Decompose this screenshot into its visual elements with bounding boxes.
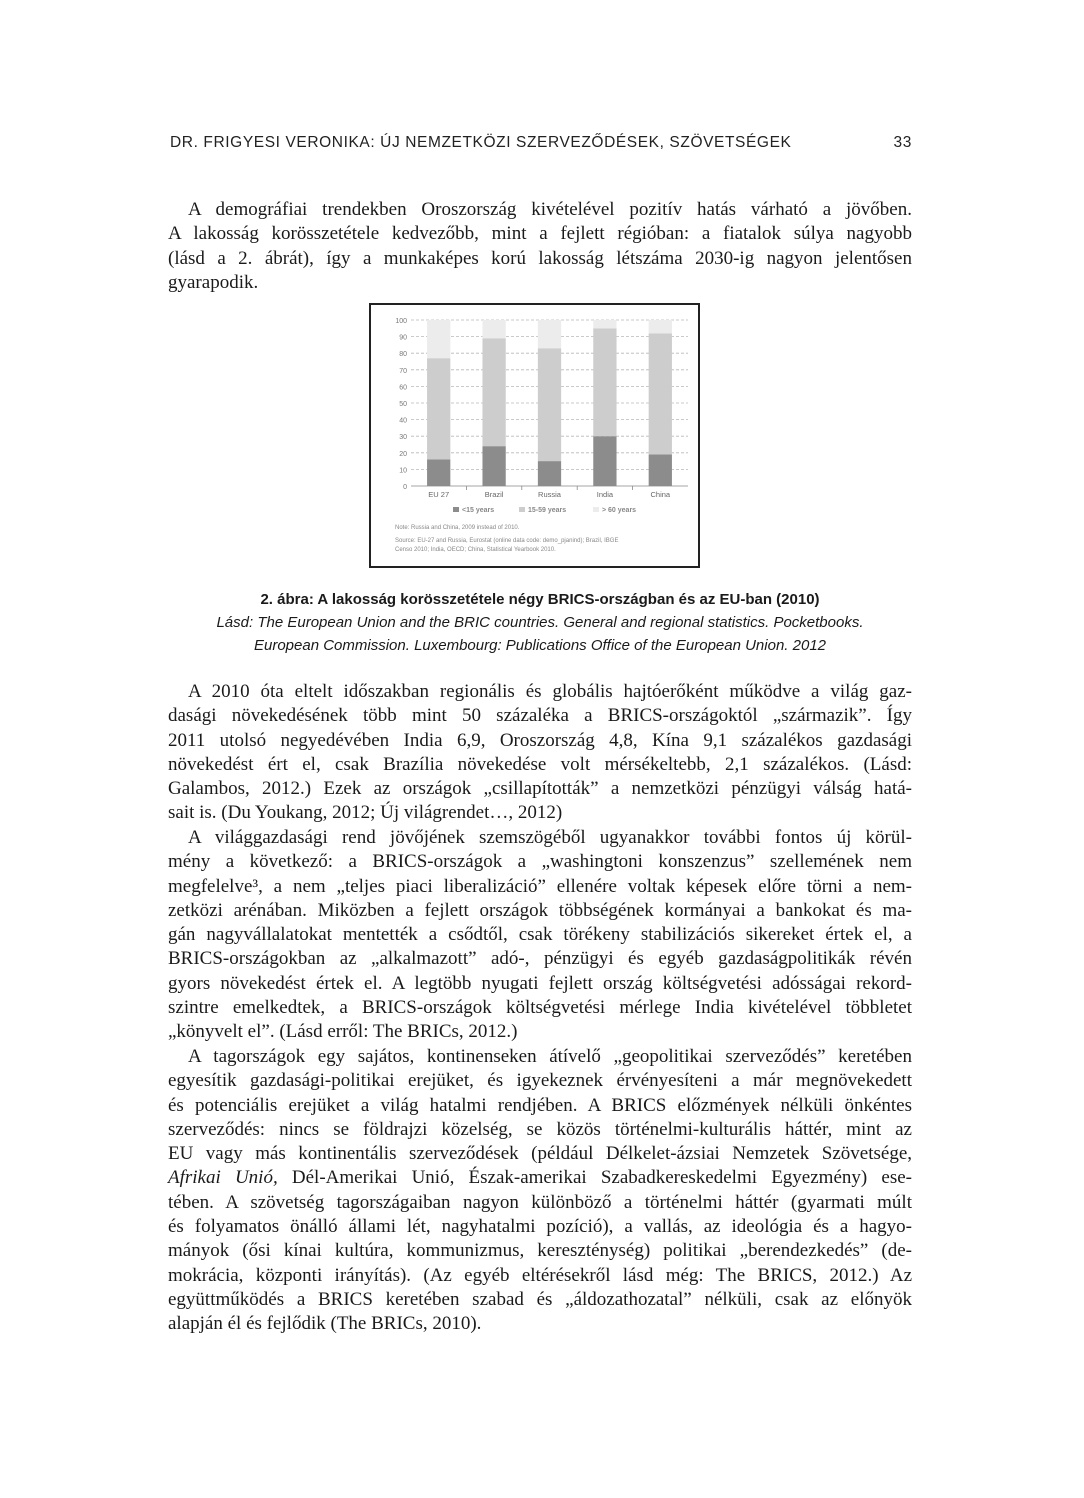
text-line: (lásd a 2. ábrát), így a munkaképes korú lakosság létszáma 2030-ig nagyon jelentősen bbox=[168, 247, 912, 269]
figure-chart bbox=[369, 303, 700, 568]
bar-segment bbox=[482, 338, 505, 446]
y-tick-label: 30 bbox=[399, 434, 407, 442]
text-line: együttműködés a BRICS keretében szabad és „áldozathozatal” nélküli, csak az előnyök bbox=[168, 1288, 912, 1310]
text-line: A tagországok egy sajátos, kontinenseken átívelő „geopolitikai szerveződés” keretében bbox=[188, 1046, 912, 1067]
paragraph-3 bbox=[168, 826, 912, 1045]
text-line: mányok (ősi kínai kultúra, kommunizmus, kereszténység) politikai „berendezkedés” (de- bbox=[168, 1240, 912, 1262]
text-line: szerveződés: nincs se földrajzi közelség, se közös történelmi-kulturális háttér, mint az bbox=[168, 1118, 912, 1140]
y-tick-label: 10 bbox=[399, 467, 407, 475]
legend-label: <15 years bbox=[462, 507, 495, 514]
text-line: A demográfiai trendekben Oroszország kivételével pozitív hatás várható a jövőben. bbox=[188, 199, 912, 220]
legend-swatch bbox=[453, 507, 459, 512]
bar-segment bbox=[593, 320, 616, 328]
text-line: és folyamatos önálló állami lét, nagyhatalmi pozíció), a vallás, az ideológia és a hagyo- bbox=[168, 1216, 912, 1238]
paragraph-4 bbox=[168, 1045, 912, 1337]
text-line bbox=[168, 1166, 912, 1190]
text-line: növekedést ért el, csak Brazília növekedése volt mérsékeltebb, 2,1 százalékos. (Lásd: bbox=[168, 753, 912, 775]
figure-note: Note: Russia and China, 2009 instead of 2010. bbox=[395, 525, 520, 531]
x-tick-label: EU 27 bbox=[428, 490, 450, 499]
legend-label: > 60 years bbox=[602, 507, 637, 514]
bar-segment bbox=[427, 459, 450, 486]
legend-swatch bbox=[519, 507, 525, 512]
y-tick-label: 20 bbox=[399, 450, 407, 458]
bar-segment bbox=[482, 446, 505, 486]
text-line: és potenciális erejüket a világ hatalmi rendjében. A BRICS előzmények nélküli önkéntes bbox=[168, 1094, 912, 1116]
x-tick-label: India bbox=[596, 490, 614, 499]
bar-segment bbox=[593, 436, 616, 486]
running-head bbox=[170, 134, 912, 156]
text-line: egyesítik gazdasági-politikai erejüket, és igyekeznek érvényesíteni a már megnövekedett bbox=[168, 1070, 912, 1092]
bar-chart bbox=[371, 305, 698, 566]
text-line: 2011 utolsó negyedévében India 6,9, Oroszország 4,8, Kína 9,1 százalékos gazdasági bbox=[168, 729, 912, 751]
text-line: Galambos, 2012.) Ezek az országok „csillapították” a nemzetközi pénzügyi válság hatá- bbox=[168, 778, 912, 800]
text-line: szintre emelkedtek, a BRICS-országok költségvetési mérlege India kivételével többletet bbox=[168, 997, 912, 1019]
text-line: tében. A szövetség tagországaiban nagyon különböző a történelmi háttér (gyarmati múlt bbox=[168, 1191, 912, 1213]
text-line: A 2010 óta eltelt időszakban regionális és globális hajtóerőként működve a világ gaz- bbox=[188, 681, 912, 702]
y-tick-label: 60 bbox=[399, 384, 407, 392]
text-line: EU vagy más kontinentális szerveződések (például Délkelet-ázsiai Nemzetek Szövetsége, bbox=[168, 1143, 912, 1165]
text-line: mokrácia, központi irányítás). (Az egyéb eltérésekről lásd még: The BRICS, 2012.) Az bbox=[168, 1264, 912, 1286]
x-tick-label: Russia bbox=[538, 490, 561, 499]
text-line: gyors növekedést értek el. A legtöbb nyugati fejlett ország költségvetési adósságai rekord- bbox=[168, 972, 912, 994]
paragraph-2 bbox=[168, 680, 912, 826]
y-tick-label: 90 bbox=[399, 334, 407, 342]
page-number: 33 bbox=[893, 134, 912, 151]
text-line: alapján él és fejlődik (The BRICs, 2010). bbox=[168, 1313, 482, 1335]
running-head-title: DR. FRIGYESI VERONIKA: ÚJ NEMZETKÖZI SZERVEZŐDÉSEK, SZÖVETSÉGEK bbox=[170, 134, 792, 151]
bar-segment bbox=[427, 358, 450, 459]
paragraph-1 bbox=[168, 198, 912, 295]
text-line: dasági növekedésének több mint 50 százaléka a BRICS-országoktól „származik”. Így bbox=[168, 705, 912, 727]
x-tick-label: China bbox=[650, 490, 671, 499]
text-line: megfelelve³, a nem „teljes piaci liberalizáció” ellenére voltak képesek előre törni a nem- bbox=[168, 875, 912, 897]
y-tick-label: 100 bbox=[395, 318, 407, 325]
y-tick-label: 50 bbox=[399, 401, 407, 408]
figure-caption-source-1: Lásd: The European Union and the BRIC countries. General and regional statistics. Pocketbooks. bbox=[216, 614, 864, 631]
bar-segment bbox=[649, 333, 672, 454]
bar-segment bbox=[649, 454, 672, 486]
bar-segment bbox=[538, 348, 561, 461]
y-tick-label: 80 bbox=[399, 351, 407, 359]
x-tick-label: Brazil bbox=[484, 490, 504, 499]
bar-segment bbox=[482, 320, 505, 338]
y-tick-label: 70 bbox=[399, 367, 407, 375]
figure-caption-source-2: European Commission. Luxembourg: Publications Office of the European Union. 2012 bbox=[254, 637, 826, 654]
bar-segment bbox=[593, 328, 616, 436]
legend-label: 15-59 years bbox=[528, 507, 567, 514]
text-line: gyarapodik. bbox=[168, 271, 259, 293]
text-line: zetközi arénában. Miközben a fejlett országok többségének kormányai a bankokat és ma- bbox=[168, 899, 912, 921]
bar-segment bbox=[538, 320, 561, 348]
text-line: A lakosság korösszetétele kedvezőbb, mint a fejlett régióban: a fiatalok súlya nagyobb bbox=[168, 223, 912, 245]
text-line: sait is. (Du Youkang, 2012; Új világrendet…, 2012) bbox=[168, 802, 563, 824]
bar-segment bbox=[649, 320, 672, 333]
bar-segment bbox=[538, 461, 561, 486]
text-line: BRICS-országokban az „alkalmazott” adó-, pénzügyi és egyéb gazdaságpolitikák révén bbox=[168, 948, 912, 970]
figure-source: Source: EU-27 and Russia, Eurostat (online data code: demo_pjanind); Brazil, IBGE bbox=[395, 538, 619, 544]
figure-caption-title: 2. ábra: A lakosság korösszetétele négy BRICS-országban és az EU-ban (2010) bbox=[260, 591, 820, 608]
y-tick-label: 40 bbox=[399, 417, 407, 425]
text-line: A világgazdasági rend jövőjének szemszögéből ugyanakkor további fontos új körül- bbox=[188, 827, 912, 848]
legend-swatch bbox=[593, 507, 599, 512]
y-tick-label: 0 bbox=[403, 484, 407, 491]
text-line-rest: Dél-Amerikai Unió, Észak-amerikai Szabadkereskedelmi Egyezmény) ese- bbox=[291, 1167, 912, 1189]
text-line: „könyvelt el”. (Lásd erről: The BRICs, 2012.) bbox=[168, 1021, 518, 1043]
text-line: mény a következő: a BRICS-országok a „washingtoni konszenzus” szellemének nem bbox=[168, 851, 912, 873]
text-line: gán nagyvállalatokat mentették a csődtől, csak törékeny stabilizációs sikereket értek el, a bbox=[168, 924, 912, 946]
bar-segment bbox=[427, 320, 450, 358]
italic-term: Afrikai Unió, bbox=[168, 1167, 278, 1189]
figure-source: Censo 2010; India, OECD; China, Statistical Yearbook 2010. bbox=[395, 547, 556, 553]
